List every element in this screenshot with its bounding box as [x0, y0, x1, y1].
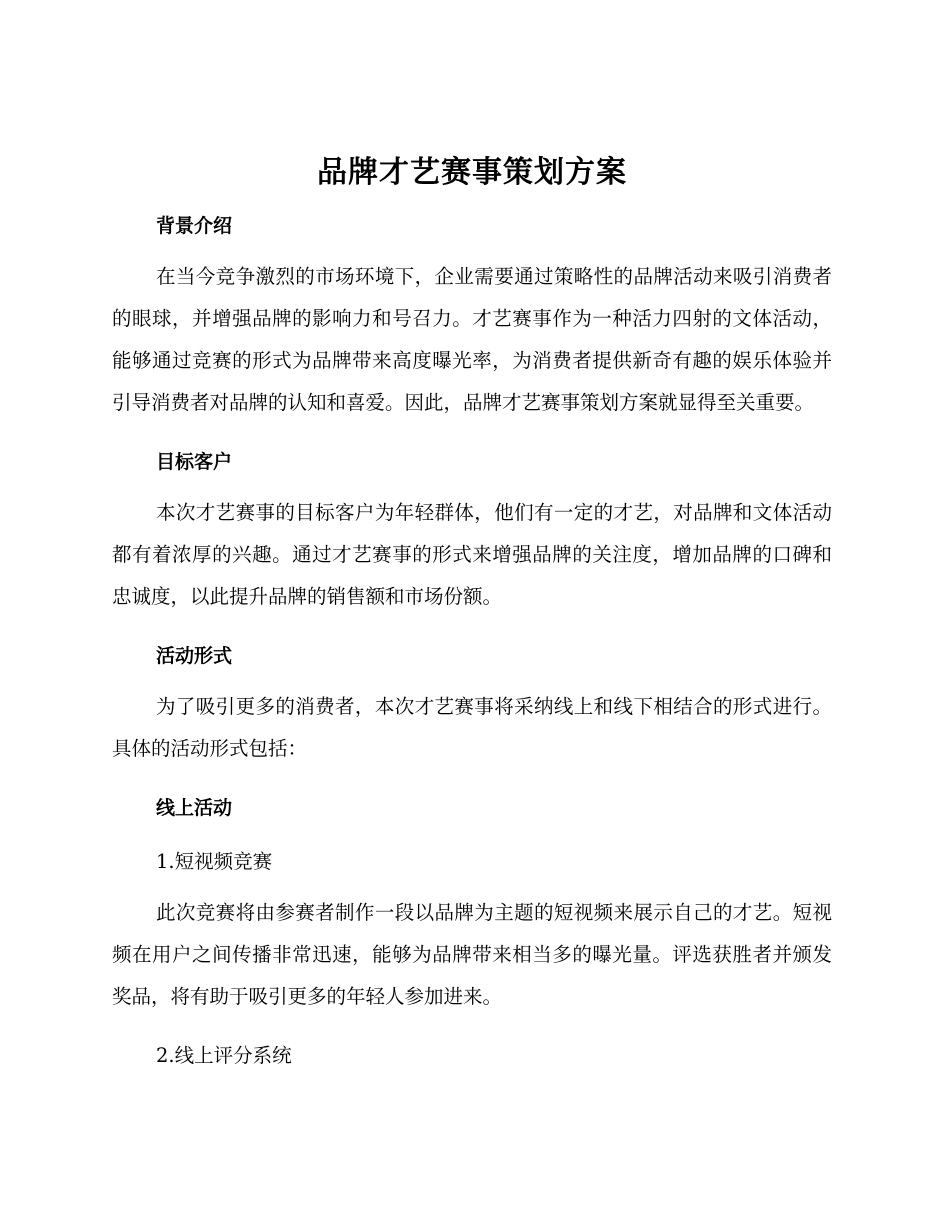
heading-activity-format: 活动形式 — [156, 645, 233, 667]
subitem-short-video-contest: 1.短视频竞赛 — [156, 850, 273, 873]
paragraph-short-video-contest: 此次竞赛将由参赛者制作一段以品牌为主题的短视频来展示自己的才艺。短视频在用户之间传播非常迅速，能够为品牌带来相当多的曝光量。评选获胜者并颁发奖品，将有助于吸引更多的年轻人参加进来。 — [112, 901, 832, 1008]
heading-target-customers: 目标客户 — [156, 451, 233, 473]
paragraph-background: 在当今竞争激烈的市场环境下，企业需要通过策略性的品牌活动来吸引消费者的眼球，并增强品牌的影响力和号召力。才艺赛事作为一种活力四射的文体活动，能够通过竞赛的形式为品牌带来高度曝光率，为消费者提供新奇有趣的娱乐体验并引导消费者对品牌的认知和喜爱。因此，品牌才艺赛事策划方案就显得至关重要。 — [112, 265, 832, 414]
document-title: 品牌才艺赛事策划方案 — [317, 155, 627, 190]
paragraph-activity-format: 为了吸引更多的消费者，本次才艺赛事将采纳线上和线下相结合的形式进行。具体的活动形式包括： — [112, 695, 832, 760]
heading-online-activities: 线上活动 — [156, 797, 233, 819]
heading-background: 背景介绍 — [156, 215, 233, 237]
subitem-online-scoring-system: 2.线上评分系统 — [156, 1044, 292, 1067]
paragraph-target-customers: 本次才艺赛事的目标客户为年轻群体，他们有一定的才艺，对品牌和文体活动都有着浓厚的兴趣。通过才艺赛事的形式来增强品牌的关注度，增加品牌的口碑和忠诚度，以此提升品牌的销售额和市场份额。 — [112, 501, 832, 608]
document-page — [112, 150, 832, 1072]
